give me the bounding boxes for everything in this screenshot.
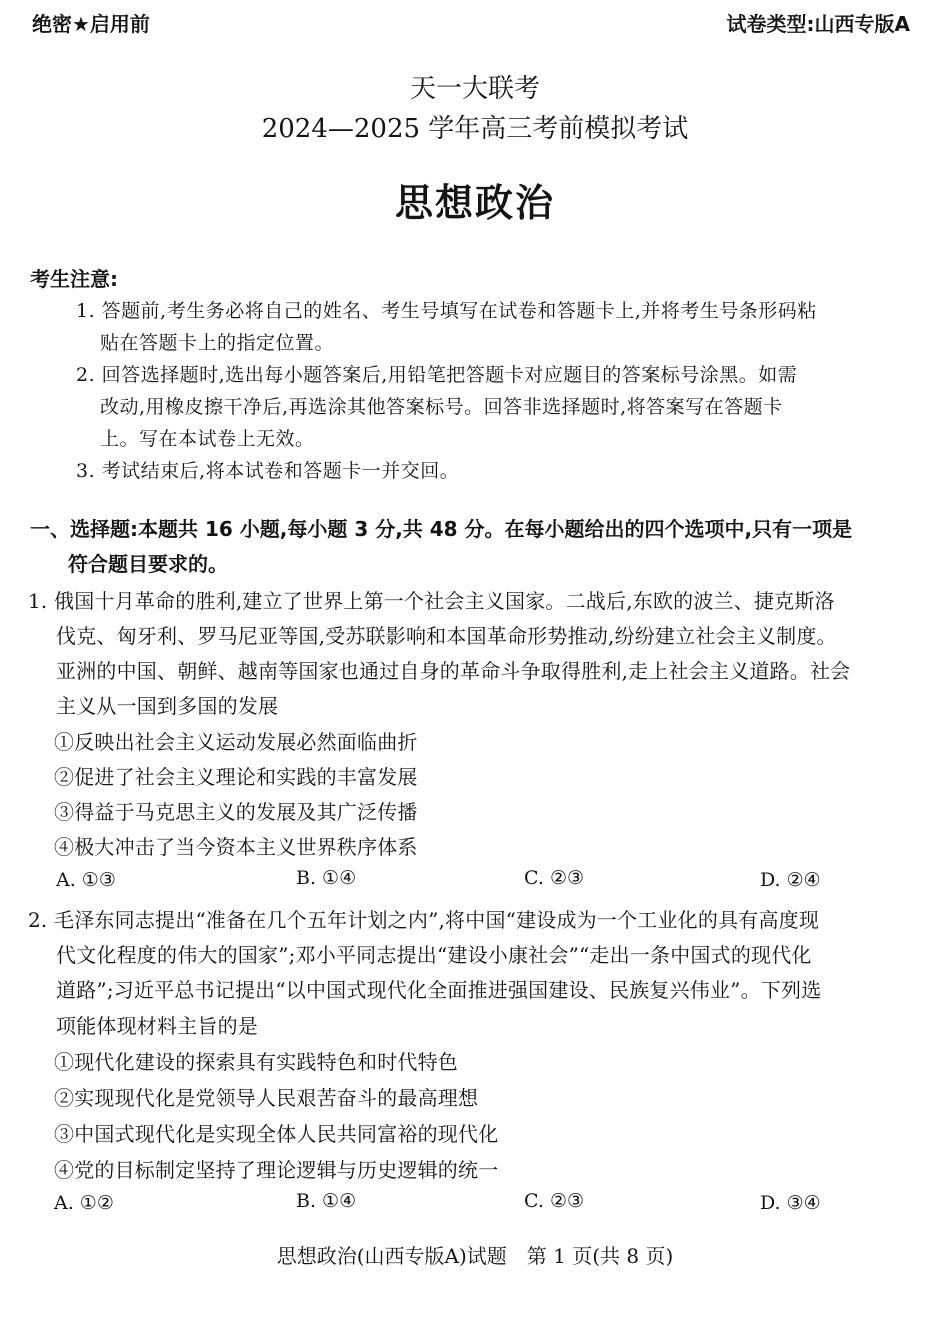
q2-item: ①现代化建设的探索具有实践特色和时代特色 (54, 1050, 458, 1074)
q2-option-d: D. ③④ (760, 1192, 821, 1214)
q1-option-b: B. ①④ (296, 867, 357, 889)
q2-item: ③中国式现代化是实现全体人民共同富裕的现代化 (54, 1122, 499, 1146)
subject-title: 思想政治 (394, 181, 555, 225)
exam-organizer: 天一大联考 (409, 74, 540, 104)
q1-stem-line: 主义从一国到多国的发展 (56, 694, 279, 718)
q1-option-d: D. ②④ (760, 869, 821, 891)
notice-line: 1. 答题前,考生务必将自己的姓名、考生号填写在试卷和答题卡上,并将考生号条形码粘 (76, 300, 817, 322)
paper-type-label: 试卷类型:山西专版A (726, 12, 910, 36)
q2-stem-line: 项能体现材料主旨的是 (56, 1014, 258, 1038)
notice-line: 改动,用橡皮擦干净后,再选涂其他答案标号。回答非选择题时,将答案写在答题卡 (100, 396, 783, 418)
q1-stem-line: 伐克、匈牙利、罗马尼亚等国,受苏联影响和本国革命形势推动,纷纷建立社会主义制度。 (56, 624, 837, 648)
q2-item: ②实现现代化是党领导人民艰苦奋斗的最高理想 (54, 1086, 479, 1110)
notice-line: 2. 回答选择题时,选出每小题答案后,用铅笔把答题卡对应题目的答案标号涂黑。如需 (76, 364, 798, 386)
q2-option-c: C. ②③ (524, 1190, 585, 1212)
notice-line: 上。写在本试卷上无效。 (100, 428, 315, 450)
q2-stem-line: 2. 毛泽东同志提出“准备在几个五年计划之内”,将中国“建设成为一个工业化的具有高度现 (28, 908, 820, 932)
section-heading-cont: 符合题目要求的。 (68, 552, 228, 576)
q1-stem-line: 1. 俄国十月革命的胜利,建立了世界上第一个社会主义国家。二战后,东欧的波兰、捷克斯洛 (28, 589, 835, 613)
q2-stem-line: 代文化程度的伟大的国家”;邓小平同志提出“建设小康社会”“走出一条中国式的现代化 (56, 943, 812, 967)
q1-item: ②促进了社会主义理论和实践的丰富发展 (54, 765, 418, 789)
q1-item: ④极大冲击了当今资本主义世界秩序体系 (54, 835, 418, 859)
notice-line: 3. 考试结束后,将本试卷和答题卡一并交回。 (76, 460, 460, 482)
section-heading: 一、选择题:本题共 16 小题,每小题 3 分,共 48 分。在每小题给出的四个选项中,只有一项是 (30, 517, 853, 541)
q1-item: ①反映出社会主义运动发展必然面临曲折 (54, 730, 418, 754)
q1-option-c: C. ②③ (524, 867, 585, 889)
q2-option-b: B. ①④ (296, 1190, 357, 1212)
q1-option-a: A. ①③ (56, 869, 116, 891)
q2-item: ④党的目标制定坚持了理论逻辑与历史逻辑的统一 (54, 1158, 499, 1182)
q1-stem-line: 亚洲的中国、朝鲜、越南等国家也通过自身的革命斗争取得胜利,走上社会主义道路。社会 (56, 659, 851, 683)
notice-title: 考生注意: (30, 267, 118, 291)
page-footer: 思想政治(山西专版A)试题 第 1 页(共 8 页) (276, 1244, 674, 1268)
exam-title: 2024—2025 学年高三考前模拟考试 (261, 114, 689, 144)
q2-stem-line: 道路”;习近平总书记提出“以中国式现代化全面推进强国建设、民族复兴伟业”。下列选 (56, 978, 822, 1002)
q1-item: ③得益于马克思主义的发展及其广泛传播 (54, 800, 418, 824)
q2-option-a: A. ①② (54, 1192, 114, 1214)
confidential-label: 绝密★启用前 (32, 12, 150, 36)
notice-line: 贴在答题卡上的指定位置。 (100, 332, 335, 354)
